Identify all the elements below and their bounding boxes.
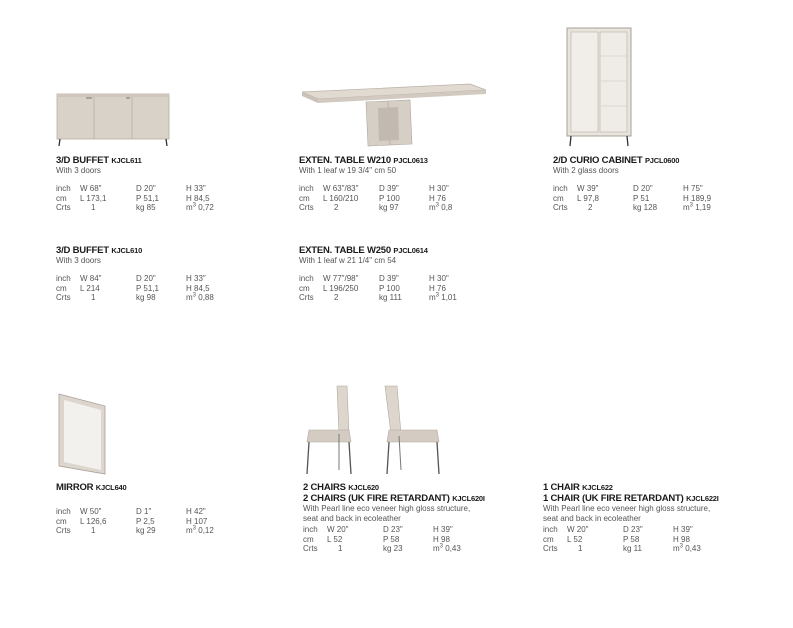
spec-table: inch W 77"/98" D 39" H 30" cm L 196/250 P 100 H 76 Crts 2 kg 111 $m^3$ 1,01 [299,274,457,302]
buffet-image [56,92,171,151]
extension-table-image [300,82,488,153]
spec-table: inch W 63"/83" D 39" H 30" cm L 160/210 P 100 H 76 Crts 2 kg 97 $m^3$ 0,8 [299,184,453,212]
spec-table: inch W 68" D 20" H 33" cm L 173,1 P 51,1 H 84,5 Crts 1 kg 85 $m^3$ 0,72 [56,184,214,212]
product-title: EXTEN. TABLE W210 PJCL0613 [299,155,428,166]
product-subtitle: With 3 doors [56,166,101,175]
product-title: MIRROR KJCL640 [56,482,127,493]
product-title: EXTEN. TABLE W250 PJCL0614 [299,245,428,256]
chairs-image [303,384,443,481]
product-curio-0600 [553,155,712,213]
product-title: 3/D BUFFET KJCL610 [56,245,143,256]
curio-cabinet-image [565,26,633,153]
product-title: 1 CHAIR KJCL622 [543,482,613,493]
product-title-uk: 1 CHAIR (UK FIRE RETARDANT) KJCL622I [543,493,719,504]
product-title: 2/D CURIO CABINET PJCL0600 [553,155,680,166]
mirror-image [57,392,109,481]
product-description: seat and back in ecoleather [303,514,401,523]
product-buffet-611 [56,155,214,213]
product-description: With Pearl line eco veneer high gloss structure, [303,504,471,513]
spec-table: inch W 20" D 23" H 39" cm L 52 P 58 H 98 Crts 1 kg 11 $m^3$ 0,43 [543,525,701,553]
product-description: With Pearl line eco veneer high gloss structure, [543,504,711,513]
product-subtitle: With 2 glass doors [553,166,619,175]
spec-table: inch W 84" D 20" H 33" cm L 214 P 51,1 H 84,5 Crts 1 kg 98 $m^3$ 0,88 [56,274,214,302]
product-mirror-640 [56,482,214,536]
product-subtitle: With 1 leaf w 21 1/4" cm 54 [299,256,397,265]
spec-table: inch W 50" D 1" H 42" cm L 126,6 P 2,5 H 107 Crts 1 kg 29 $m^3$ 0,12 [56,507,214,535]
product-title: 3/D BUFFET KJCL611 [56,155,142,166]
product-buffet-610 [56,245,214,303]
spec-table: inch W 20" D 23" H 39" cm L 52 P 58 H 98 Crts 1 kg 23 $m^3$ 0,43 [303,525,461,553]
spec-table: inch W 39" D 20" H 75" cm L 97,8 P 51 H 189,9 Crts 2 kg 128 $m^3$ 1,19 [553,184,712,212]
product-table-0614 [299,245,457,303]
product-title-uk: 2 CHAIRS (UK FIRE RETARDANT) KJCL620I [303,493,485,504]
product-chair-622 [543,482,719,554]
product-description: seat and back in ecoleather [543,514,641,523]
product-subtitle: With 3 doors [56,256,101,265]
product-table-0613 [299,155,453,213]
product-subtitle: With 1 leaf w 19 3/4" cm 50 [299,166,397,175]
product-title: 2 CHAIRS KJCL620 [303,482,379,493]
product-chairs-620 [303,482,485,554]
